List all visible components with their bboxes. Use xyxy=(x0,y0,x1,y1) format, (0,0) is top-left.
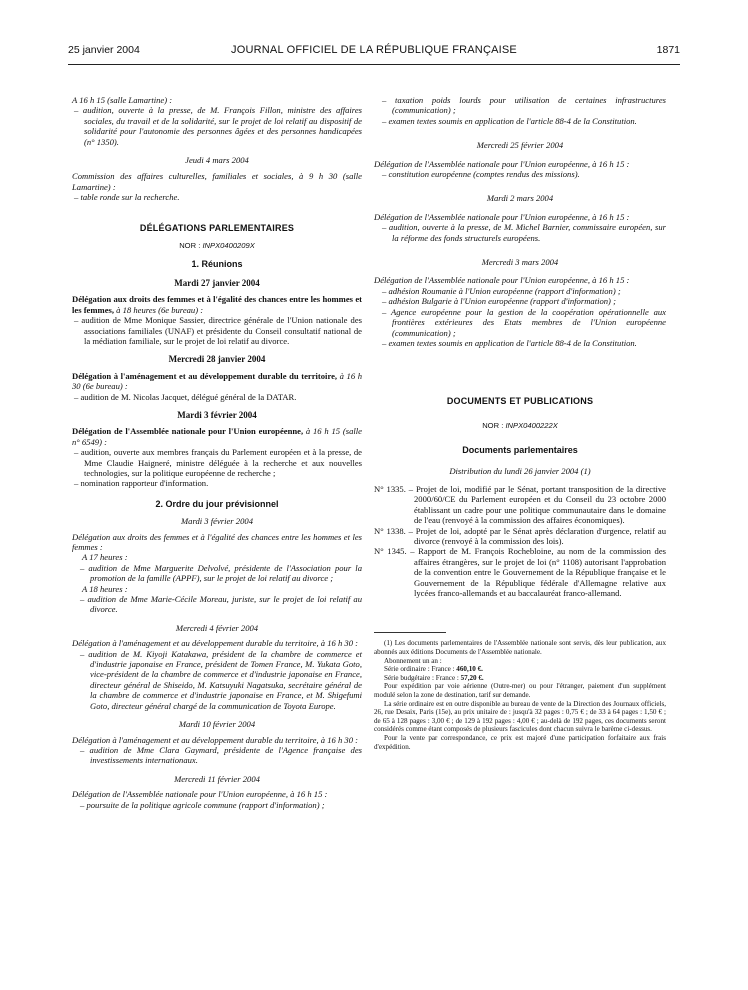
meeting-date: Mardi 27 janvier 2004 xyxy=(174,277,260,288)
meeting-time: à 16 h 30 (6e bureau) : xyxy=(72,370,362,392)
delegation-line: Délégation de l'Assemblée nationale pour l'Union européenne, à 16 h 15 : xyxy=(374,211,630,222)
header-date: 25 janvier 2004 xyxy=(68,44,140,56)
footnote-text: La série ordinaire est en outre disponible au bureau de vente de la Direction des Journaux officiels, 26, rue Desaix, Paris (15e), au prix unitaire de : jusqu'à 32 pages : 0,75 € ; de 33 à 64 pages : 1,50 € ; de 65 à 128 pages : 3,00 € ; de 129 à 192 pages : 4,00 € ; au-delà de 192 pages, ces documents seront considérés comme étant composés de plusieurs fascicules dont chacun suivra le barème ci-dessus. xyxy=(374,699,666,734)
delegation-line: Délégation de l'Assemblée nationale pour l'Union européenne, à 16 h 15 : xyxy=(374,158,630,169)
section-title: DOCUMENTS ET PUBLICATIONS xyxy=(446,396,594,407)
document-entry: N° 1338. – Projet de loi, adopté par le Sénat après déclaration d'urgence, relatif au divorce (renvoyé à la commission des lois). xyxy=(374,525,666,546)
agenda-item: – audition de M. Nicolas Jacquet, délégué général de la DATAR. xyxy=(74,391,297,402)
agenda-item: – adhésion Roumanie à l'Union européenne (rapport d'information) ; xyxy=(382,285,621,296)
agenda-date: Mercredi 11 février 2004 xyxy=(174,773,260,784)
subsection-title: 2. Ordre du jour prévisionnel xyxy=(155,498,279,509)
delegation-line: Délégation de l'Assemblée nationale pour l'Union européenne, à 16 h 15 : xyxy=(72,789,328,800)
footnote-text: Abonnement un an : xyxy=(384,656,442,665)
page-number: 1871 xyxy=(656,44,680,56)
meeting-org xyxy=(72,294,362,315)
footnote-text: Pour la vente par correspondance, ce prix est majoré d'une participation forfaitaire aux frais d'expédition. xyxy=(374,733,666,751)
agenda-item: – table ronde sur la recherche. xyxy=(74,192,180,203)
agenda-date: Mercredi 4 février 2004 xyxy=(175,622,259,633)
right-column xyxy=(374,95,666,751)
delegation-line: Délégation de l'Assemblée nationale pour l'Union européenne, à 16 h 15 : xyxy=(374,275,630,286)
meeting-date: Mardi 3 février 2004 xyxy=(177,409,257,420)
agenda-item: – constitution européenne (comptes rendus des missions). xyxy=(382,169,580,180)
distribution-line: Distribution du lundi 26 janvier 2004 (1) xyxy=(449,465,591,476)
nor-label: NOR : xyxy=(179,241,201,251)
price-label: Série ordinaire : France : xyxy=(384,665,457,674)
nor-code: INPX0400222X xyxy=(505,420,558,430)
agenda-item: – audition, ouverte aux membres français du Parlement européen et à la presse, de Mme Claudie Haigneré, ministre déléguée à la recherche et aux nouvelles technologies, sur la politique européenne de recherche ; xyxy=(74,447,362,478)
section-title: DÉLÉGATIONS PARLEMENTAIRES xyxy=(139,222,295,233)
journal-title: JOURNAL OFFICIEL DE LA RÉPUBLIQUE FRANÇAISE xyxy=(231,44,517,56)
agenda-item: – audition de Mme Clara Gaymard, présidente de l'Agence française des investissements internationaux. xyxy=(80,744,362,766)
agenda-time: A 18 heures : xyxy=(82,583,128,594)
price-value: 460,10 €. xyxy=(456,665,483,674)
agenda-item: – poursuite de la politique agricole commune (rapport d'information) ; xyxy=(80,799,325,810)
delegation-name: Délégation à l'aménagement et au développement durable du territoire, xyxy=(72,370,338,381)
nor-code: INPX0400209X xyxy=(202,241,255,251)
agenda-date: Mercredi 25 février 2004 xyxy=(476,140,564,151)
meeting-org xyxy=(72,426,362,447)
agenda-date: Mardi 10 février 2004 xyxy=(178,719,256,730)
meeting-org xyxy=(72,371,362,392)
footnote-text: Pour expédition par voie aérienne (Outre-mer) ou pour l'étranger, paiement d'un supplément modulé selon la zone de destination, tarif sur demande. xyxy=(374,682,666,699)
delegation-line: Délégation à l'aménagement et au développement durable du territoire, à 16 h 30 : xyxy=(72,638,359,649)
subsection-title: 1. Réunions xyxy=(191,259,243,270)
delegation-line: Délégation aux droits des femmes et à l'égalité des chances entre les hommes et les femmes : xyxy=(72,531,362,552)
left-column xyxy=(72,95,362,810)
delegation-name: Délégation de l'Assemblée nationale pour l'Union européenne, xyxy=(72,426,304,437)
agenda-time: A 17 heures : xyxy=(82,552,128,563)
agenda-item: – taxation poids lourds pour utilisation de certaines infrastructures (communication) ; xyxy=(382,95,666,116)
price-label: Série budgétaire : France : xyxy=(384,673,461,682)
agenda-item: – examen textes soumis en application de l'article 88-4 de la Constitution. xyxy=(382,337,637,348)
price-line xyxy=(374,674,666,683)
meeting-time: à 16 h 15 (salle n° 6549) : xyxy=(72,426,362,447)
nor-reference xyxy=(374,421,666,431)
agenda-item: – audition de M. Kiyoji Katakawa, président de la chambre de commerce et d'industrie japonaise en France, président de Tomen France, M. Yukata Goto, vice-président de la chambre de commerce et d'industrie japonaise en France, directeur général de Shiseido, M. Katsuyuki Nagatsuka, secrétaire général de la chambre de commerce et d'industrie japonaise en France, et M. Shigefumi Goto, directeur général chargé de la communication de Toyota Europe. xyxy=(80,648,362,711)
document-entry: N° 1335. – Projet de loi, modifié par le Sénat, portant transposition de la directive 2000/60/CE du Parlement européen et du Conseil du 23 octobre 2000 établissant un cadre pour une politique communautaire dans le domaine de l'eau (renvoyé à la commission des affaires économiques). xyxy=(374,483,666,526)
price-value: 57,20 €. xyxy=(460,673,484,682)
agenda-item: – examen textes soumis en application de l'article 88-4 de la Constitution. xyxy=(382,115,637,126)
meeting-date: Mercredi 28 janvier 2004 xyxy=(168,354,266,365)
document-entry: N° 1345. – Rapport de M. François Rochebloine, au nom de la commission des affaires étrangères, sur le projet de loi (n° 1108) autorisant l'approbation de la convention entre le Gouvernement de la République française et le Gouvernement de la République fédérale d'Allemagne relative aux lycées franco-allemands et au baccalauréat franco-allemand. xyxy=(374,546,666,598)
header-rule xyxy=(68,64,680,65)
agenda-date: Mercredi 3 mars 2004 xyxy=(481,257,559,268)
meeting-time: à 18 heures (6e bureau) : xyxy=(114,304,204,315)
agenda-item: – audition de Mme Marie-Cécile Moreau, juriste, sur le projet de loi relatif au divorce. xyxy=(80,594,362,615)
agenda-item: – Agence européenne pour la gestion de la coopération opérationnelle aux frontières extérieures des Etats membres de l'Union européenne (communication) ; xyxy=(382,306,666,338)
agenda-item: – adhésion Bulgarie à l'Union européenne (rapport d'information) ; xyxy=(382,296,616,307)
subsection-title: Documents parlementaires xyxy=(462,445,578,456)
agenda-item: – audition de Mme Marguerite Delvolvé, présidente de l'Association pour la promotion de la famille (APPF), sur le projet de loi relatif au divorce ; xyxy=(80,562,362,584)
price-line xyxy=(374,665,666,674)
agenda-item: – nomination rapporteur d'information. xyxy=(74,478,209,489)
agenda-date: Mardi 2 mars 2004 xyxy=(486,193,554,204)
delegation-name: Délégation aux droits des femmes et à l'égalité des chances entre les hommes et les femmes, xyxy=(72,294,362,315)
delegation-line: Délégation à l'aménagement et au développement durable du territoire, à 16 h 30 : xyxy=(72,734,359,745)
session-time: A 16 h 15 (salle Lamartine) : xyxy=(72,95,173,105)
footnote-text: (1) Les documents parlementaires de l'Assemblée nationale sont servis, dès leur publication, aux abonnés aux éditions Documents de l'Assemblée nationale. xyxy=(374,639,666,656)
agenda-date: Mardi 3 février 2004 xyxy=(180,516,253,527)
nor-label: NOR : xyxy=(482,420,504,430)
agenda-item: – audition de Mme Monique Sassier, directrice générale de l'Union nationale des associations familiales (UNAF) et présidente du Conseil consultatif national de la médiation familiale, sur le projet de loi relatif au divorce. xyxy=(74,315,362,346)
agenda-item: – audition, ouverte à la presse, de M. François Fillon, ministre des affaires sociales, du travail et de la solidarité, sur le projet de loi relatif au dispositif de solidarité pour l'autonomie des personnes âgées et des personnes handicapées (n° 1350). xyxy=(74,105,362,147)
page-header xyxy=(68,44,680,60)
agenda-item: – audition, ouverte à la presse, de M. Michel Barnier, commissaire européen, sur la réforme des fonds structurels européens. xyxy=(382,222,666,243)
commission-line: Commission des affaires culturelles, familiales et sociales, à 9 h 30 (salle Lamartine) : xyxy=(72,171,362,192)
session-date: Jeudi 4 mars 2004 xyxy=(185,155,249,166)
nor-reference xyxy=(72,241,362,251)
